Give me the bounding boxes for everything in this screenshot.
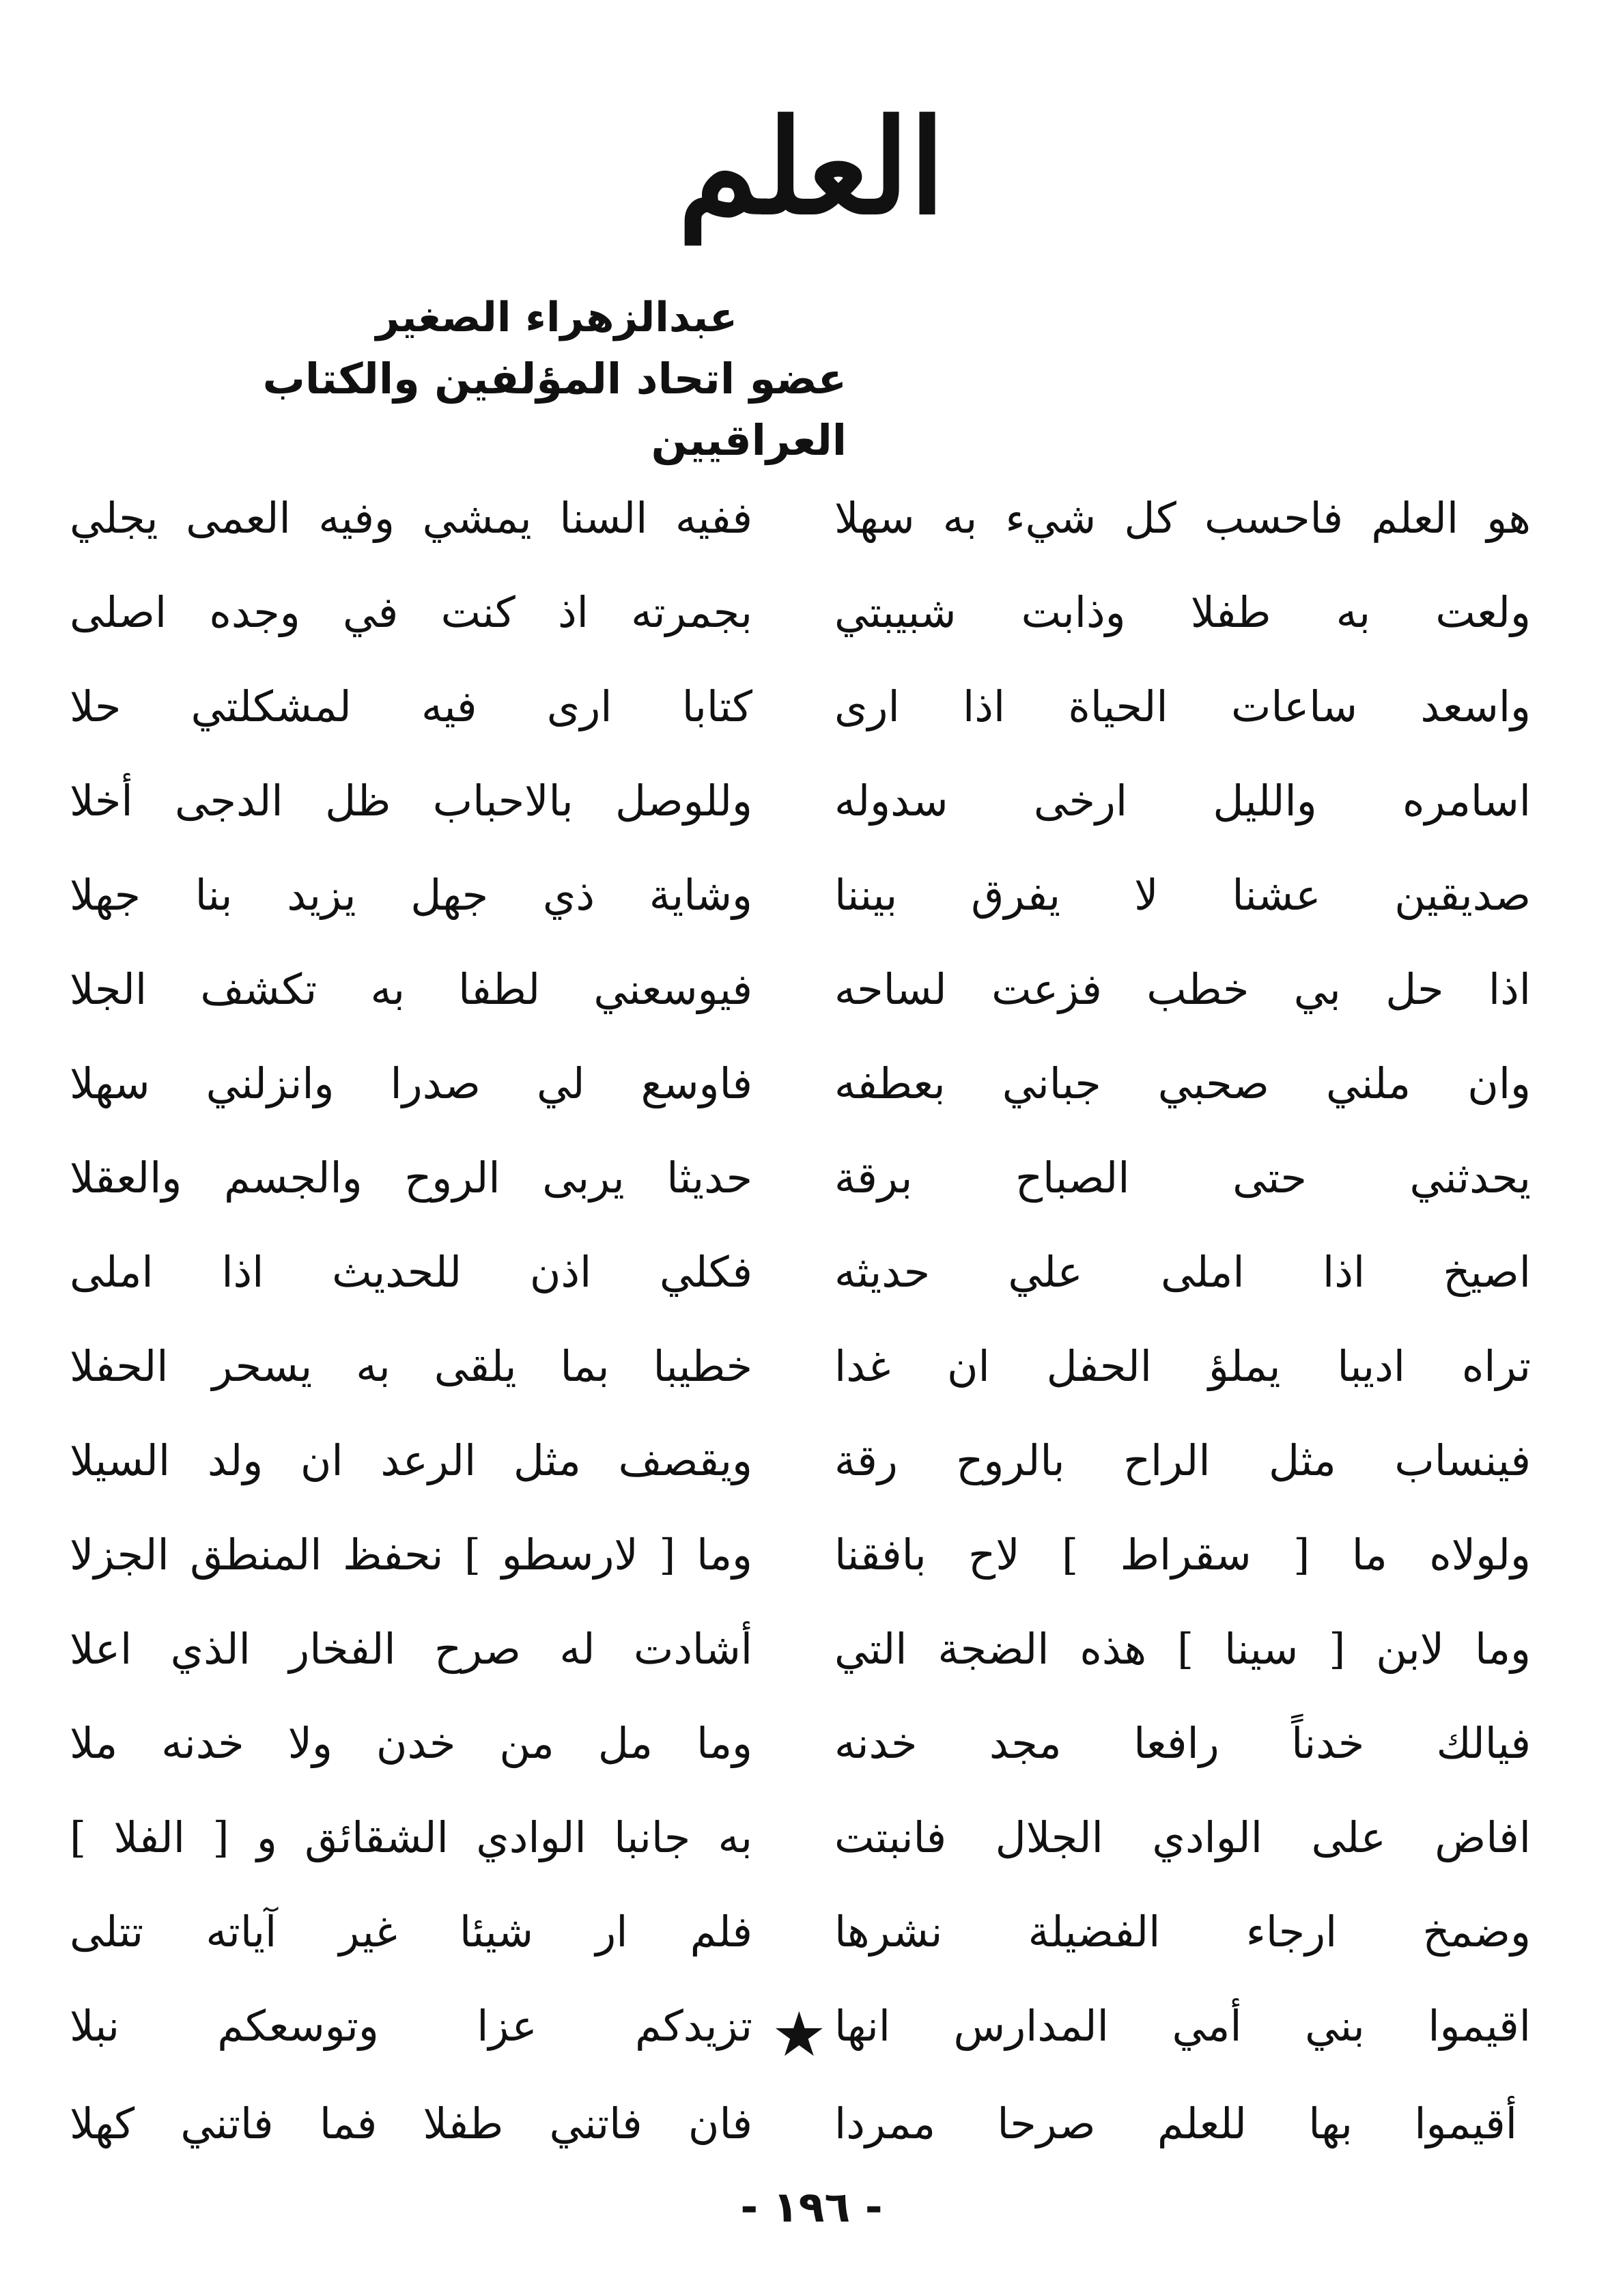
verse-second-hemistich: به جانبا الوادي الشقائق و [ الفلا ] (70, 1812, 752, 1862)
verse-first-hemistich: فيالك خدناً رافعا مجد خدنه (834, 1718, 1531, 1768)
verse-first-hemistich: هو العلم فاحسب كل شيء به سهلا (834, 493, 1531, 543)
page-number: - ١٩٦ - (740, 2182, 883, 2232)
verse-second-hemistich: كتابا ارى فيه لمشكلتي حلا (70, 682, 752, 731)
author-role: عضو اتحاد المؤلفين والكتاب العراقيين (262, 354, 847, 465)
verse-first-hemistich: صديقين عشنا لا يفرق بيننا (834, 870, 1531, 920)
verse-first-hemistich: يحدثني حتى الصباح برقة (834, 1153, 1531, 1203)
verse-first-hemistich: وان ملني صحبي جباني بعطفه (834, 1059, 1531, 1108)
verse-first-hemistich: اقيموا بني أمي المدارس انها (834, 2001, 1531, 2051)
verse-first-hemistich: اصيخ اذا املى علي حديثه (834, 1247, 1531, 1297)
verses-right-column (834, 471, 1531, 2073)
verse-first-hemistich: وضمخ ارجاء الفضيلة نشرها (834, 1907, 1531, 1957)
verse-second-hemistich: تزيدكم عزا وتوسعكم نبلا (70, 2001, 752, 2051)
verse-second-hemistich: وللوصل بالاحباب ظل الدجى أخلا (70, 776, 752, 826)
verse-first-hemistich: ولولاه ما [ سقراط ] لاح بافقنا (834, 1530, 1531, 1580)
verse-second-hemistich: حديثا يربى الروح والجسم والعقلا (70, 1153, 752, 1203)
star-icon: ★ (772, 1999, 827, 2071)
verse-first-hemistich: ولعت به طفلا وذابت شبيبتي (834, 587, 1531, 637)
verse-first-hemistich: اذا حل بي خطب فزعت لساحه (834, 964, 1531, 1014)
poem-title: العلم (677, 91, 946, 243)
verse-second-hemistich: أشادت له صرح الفخار الذي اعلا (70, 1624, 752, 1674)
verse-second-hemistich: فكلي اذن للحديث اذا املى (70, 1247, 752, 1297)
verse-first-hemistich: واسعد ساعات الحياة اذا ارى (834, 682, 1531, 731)
verse-second-hemistich: وما مل من خدن ولا خدنه ملا (70, 1718, 752, 1768)
verse-second-hemistich: خطيبا بما يلقى به يسحر الحفلا (70, 1341, 752, 1391)
final-verse-second-hemistich: فان فاتني طفلا فما فاتني كهلا (70, 2099, 752, 2148)
verse-second-hemistich: وما [ لارسطو ] نحفظ المنطق الجزلا (70, 1530, 752, 1580)
verse-first-hemistich: تراه اديبا يملؤ الحفل ان غدا (834, 1341, 1531, 1391)
author-name: عبدالزهراء الصغير (376, 294, 737, 341)
verse-second-hemistich: فلم ار شيئا غير آياته تتلى (70, 1907, 752, 1957)
verse-first-hemistich: افاض على الوادي الجلال فانبتت (834, 1812, 1531, 1862)
verse-second-hemistich: فيوسعني لطفا به تكشف الجلا (70, 964, 752, 1014)
verse-second-hemistich: فاوسع لي صدرا وانزلني سهلا (70, 1059, 752, 1108)
verse-first-hemistich: اسامره والليل ارخى سدوله (834, 776, 1531, 826)
final-verse-first-hemistich: أقيموا بها للعلم صرحا ممردا (834, 2099, 1517, 2148)
verses-left-column (70, 471, 752, 2073)
author-block (137, 287, 847, 471)
verse-first-hemistich: فينساب مثل الراح بالروح رقة (834, 1436, 1531, 1485)
verse-second-hemistich: بجمرته اذ كنت في وجده اصلى (70, 587, 752, 637)
verse-second-hemistich: ففيه السنا يمشي وفيه العمى يجلي (70, 493, 752, 543)
verse-second-hemistich: وشاية ذي جهل يزيد بنا جهلا (70, 870, 752, 920)
verse-first-hemistich: وما لابن [ سينا ] هذه الضجة التي (834, 1624, 1531, 1674)
verse-second-hemistich: ويقصف مثل الرعد ان ولد السيلا (70, 1436, 752, 1485)
